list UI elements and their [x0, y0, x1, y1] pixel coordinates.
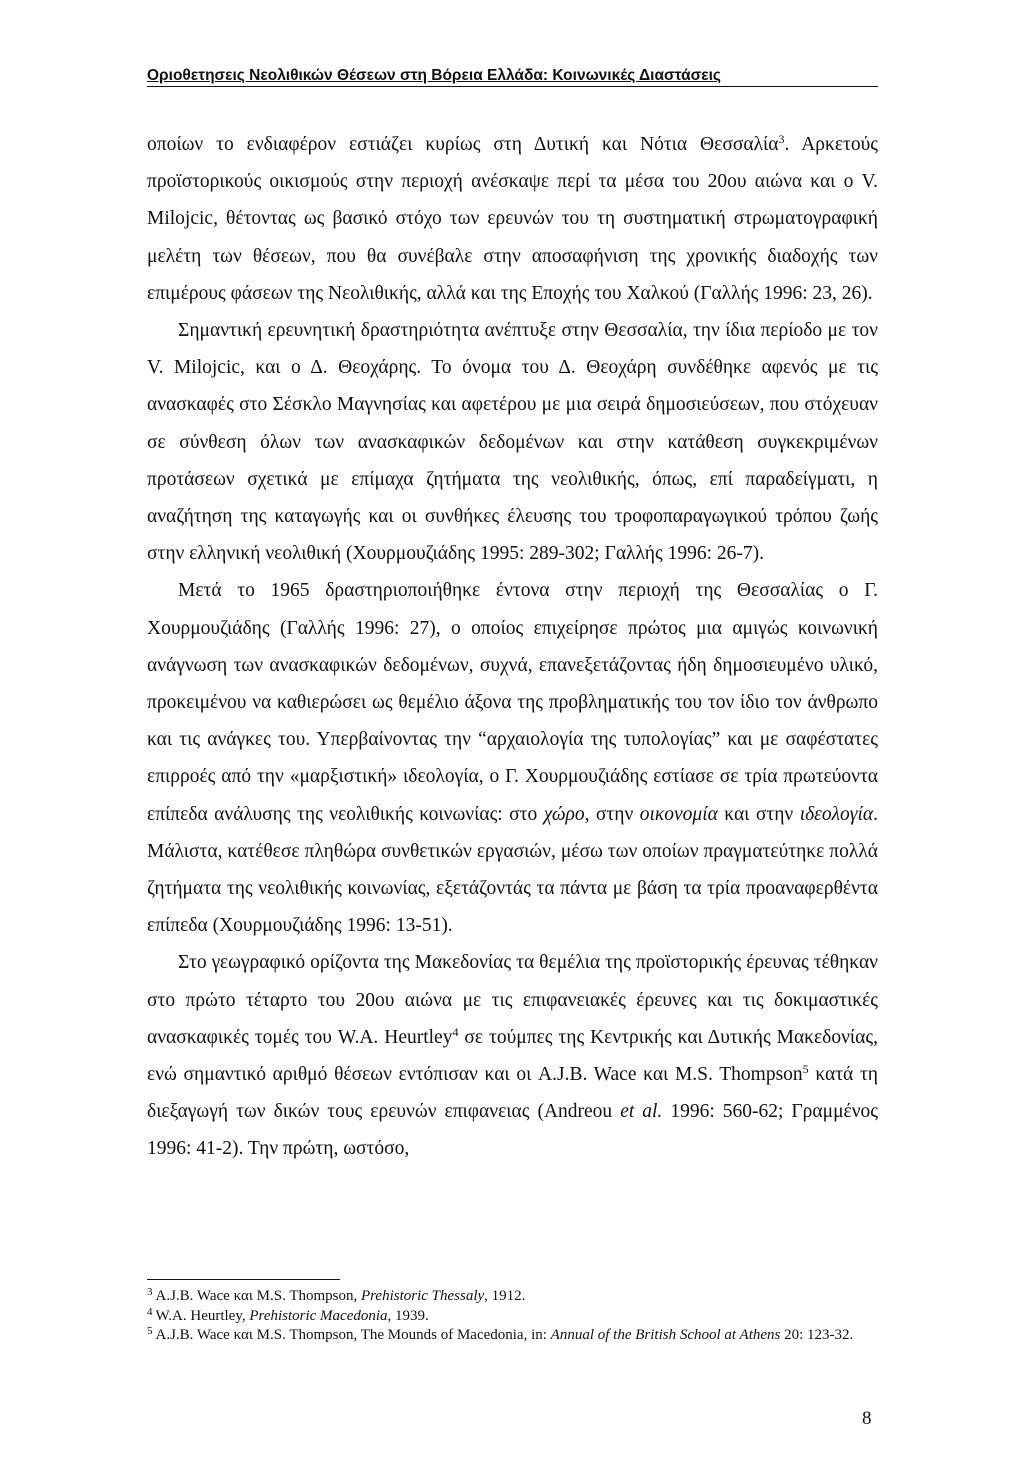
footnote-text: , 1912. — [484, 1288, 526, 1304]
page-number: 8 — [862, 1408, 872, 1429]
footnote-text: , 1939. — [387, 1307, 429, 1324]
paragraph-3-text-a: Μετά το 1965 δραστηριοποιήθηκε έντονα στην περιοχή της Θεσσαλίας ο Γ. Χουρμουζιάδης (Γαλλής 1996: 27), ο οποίος επιχείρησε πρώτος μια αμιγώς κοινωνική ανάγνωση των ανασκαφικών δεδομένων, συχνά, επανεξετάζοντας ήδη δημοσιευμένο υλικό, προκειμένου να καθιερώσει ως θεμέλιο άξονα της προβληματικής του τον ίδιο τον άνθρωπο και τις ανάγκες του. Υπερβαίνοντας την “αρχαιολογία της τυπολογίας” και με σαφέστατες επιρροές από την «μαρξιστική» ιδεολογία, ο Γ. Χουρμουζιάδης εστίασε σε τρία πρωτεύοντα επίπεδα ανάλυσης της νεολιθικής κοινωνίας: στο — [147, 580, 878, 825]
emphasis-space: χώρο — [543, 803, 585, 825]
footnote-title: Annual of the British School at Athens — [550, 1327, 781, 1343]
running-head: Οριοθετησεις Νεολιθικών Θέσεων στη Βόρεια Ελλάδα: Κοινωνικές Διαστάσεις — [147, 66, 878, 87]
footnote-ref-5[interactable]: 5 — [802, 1062, 809, 1077]
paragraph-4-text-c: κατά τη διεξαγωγή των δικών τους ερευνών επιφανειας (Andreou — [147, 1064, 878, 1123]
paragraph-4-text-b: σε τούμπες της Κεντρικής και Δυτικής Μακεδονίας, ενώ σημαντικό αριθμό θέσεων εντόπισαν και οι A.J.B. Wace και M.S. Thompson — [147, 1026, 878, 1086]
paragraph-1-text-a: οποίων το ενδιαφέρον εστιάζει κυρίως στη Δυτική και Νότια Θεσσαλία — [147, 134, 779, 155]
paragraph-3-text-b: , στην — [584, 803, 640, 825]
footnotes — [147, 1287, 878, 1346]
footnote-number: 4 — [147, 1305, 153, 1318]
footnote-text: W.A. Heurtley, — [155, 1307, 250, 1324]
paragraph-1 — [147, 126, 878, 312]
footnotes-divider — [147, 1279, 340, 1280]
paragraph-1-text-b: . Αρκετούς προϊστορικούς οικισμούς στην περιοχή ανέσκαψε περί τα μέσα του 20ου αιώνα και ο V. Milojcic, θέτοντας ως βασικό στόχο των ερευνών του τη συστηματική στρωματογραφική μελέτη των θέσεων, που θα συνέβαλε στην αποσαφήνιση της χρονικής διαδοχής των επιμέρους φάσεων της Νεολιθικής, αλλά και της Εποχής του Χαλκού (Γαλλής 1996: 23, 26). — [147, 134, 878, 304]
footnote-text: A.J.B. Wace και M.S. Thompson, — [155, 1288, 361, 1304]
paragraph-4-text-a: Στο γεωγραφικό ορίζοντα της Μακεδονίας τα θεμέλια της προϊστορικής έρευνας τέθηκαν στο πρώτο τέταρτο του 20ου αιώνα με τις επιφανειακές έρευνες και τις δοκιμαστικές ανασκαφικές τομές του W.A. Heurtley — [147, 952, 878, 1048]
footnote-4 — [147, 1307, 878, 1327]
body-text — [147, 126, 878, 1168]
footnote-title: Prehistoric Thessaly — [360, 1288, 485, 1304]
paragraph-3-text-c: και στην — [717, 803, 800, 825]
footnote-3 — [147, 1287, 878, 1307]
emphasis-economy: οικονομία — [639, 803, 718, 825]
paragraph-2: Σημαντική ερευνητική δραστηριότητα ανέπτυξε στην Θεσσαλία, την ίδια περίοδο με τον V. Milojcic, και ο Δ. Θεοχάρης. Το όνομα του Δ. Θεοχάρη συνδέθηκε αφενός με τις ανασκαφές στο Σέσκλο Μαγνησίας και αφετέρου με μια σειρά δημοσιεύσεων, που στόχευαν σε σύνθεση όλων των ανασκαφικών δεδομένων και στην κατάθεση συγκεκριμένων προτάσεων σχετικά με επίμαχα ζητήματα της νεολιθικής, όπως, επί παραδείγματι, η αναζήτηση της καταγωγής και οι συνθήκες έλευσης του τροφοπαραγωγικού τρόπου ζωής στην ελληνική νεολιθική (Χουρμουζιάδης 1995: 289-302; Γαλλής 1996: 26-7). — [147, 320, 878, 565]
footnote-text: 20: 123-32. — [780, 1327, 854, 1343]
paragraph-4 — [147, 944, 878, 1167]
paragraph-4-text-d: 1996: 560-62; Γραμμένος 1996: 41-2). Την πρώτη, ωστόσο, — [147, 1101, 879, 1160]
footnote-number: 5 — [147, 1325, 153, 1337]
footnote-title: Prehistoric Macedonia — [249, 1307, 388, 1324]
footnote-ref-3[interactable]: 3 — [778, 132, 785, 146]
emphasis-et-al: et al. — [620, 1101, 663, 1123]
footnote-ref-4[interactable]: 4 — [452, 1024, 459, 1039]
paragraph-3 — [147, 572, 878, 944]
emphasis-ideology: ιδεολογία — [799, 803, 874, 825]
paragraph-3-text-d: . Μάλιστα, κατέθεσε πληθώρα συνθετικών εργασιών, μέσω των οποίων πραγματεύτηκε πολλά ζητήματα της νεολιθικής κοινωνίας, εξετάζοντάς τα πάντα με βάση τα τρία προαναφερθέντα επίπεδα (Χουρμουζιάδης 1996: 13-51). — [147, 803, 879, 937]
footnote-text: A.J.B. Wace και M.S. Thompson, The Mounds of Macedonia, in: — [155, 1327, 551, 1343]
footnote-number: 3 — [147, 1286, 153, 1298]
footnote-5 — [147, 1326, 878, 1346]
